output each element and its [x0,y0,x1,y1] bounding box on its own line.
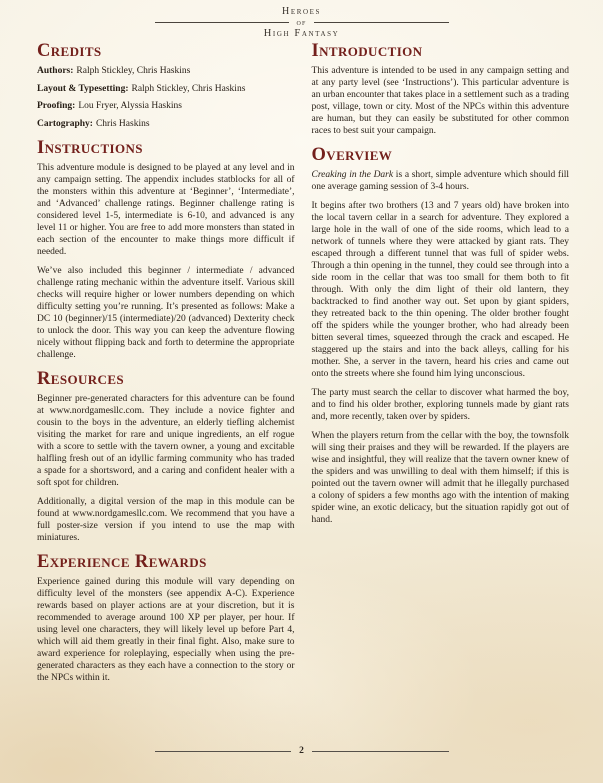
credit-row-authors [37,65,295,77]
footer-rule-left [155,751,292,752]
header-rule-right [314,22,449,23]
book-title-line1: Heroes [282,6,321,17]
two-column-body [37,42,569,684]
overview-paragraph-1-rest: is a short, simple adventure which should fill one average gaming session of 3-4 hours. [311,170,569,192]
adventure-title-italic: Creaking in the Dark [311,170,394,180]
header-rule-left [155,22,290,23]
overview-paragraph-1 [312,169,570,193]
right-column [312,42,570,684]
book-title-line2: of [296,17,307,27]
resources-paragraph-2: Additionally, a digital version of the map in this module can be found at www.nordgamesllc.com. We recommend that you have a full poster-size version if you intend to use the map with miniatures. [37,496,295,543]
credit-row-cartography [37,118,295,130]
page-footer [0,746,603,756]
credit-value: Chris Haskins [95,118,150,129]
credit-value: Ralph Stickley, Chris Haskins [76,66,191,76]
page-number: 2 [299,746,304,756]
left-column [37,42,295,684]
footer-rule-row [155,746,449,756]
credit-label: Proofing: [37,101,76,111]
credit-row-layout [37,83,295,95]
introduction-paragraph-1: This adventure is intended to be used in any campaign setting and at any party level (see ‘Instructions’). This particular adventure is an urban encounter that takes place in a settlement such as a trading post, village, town or city. Most of the NPCs within this adventure are human, but they can easily be substituted for other common races to best suit your campaign. [311,66,569,136]
credit-label: Layout & Typesetting: [37,83,129,94]
overview-paragraph-2: It begins after two brothers (13 and 7 years old) have broken into the local tavern cellar in a search for adventure. They explored a large hole in the wall of one of the side rooms, which lead to a network of tunnels where they were attacked by giant rats. They escaped through a different tunnel that was full of spider webs. Through a thin opening in the tunnel, they could see through into a side room in the cellar that was too small for them both to fit through. With only the dim light of their old lantern, they backtracked to find another way out. Set upon by giant spiders, they retreated back to the thin opening. The older brother fought off the spiders while the younger brother, who had already been bitten several times, squeezed through the crack and escaped. He staggered up the stairs and into the back alleys, calling for his mother. She, a server in the tavern, heard his cries and came out onto the streets where she found him lying unconscious. [311,201,569,379]
overview-paragraph-3: The party must search the cellar to discover what harmed the boy, and to find his older brother, exploring tunnels made by giant rats and, more recently, taken over by spiders. [311,388,569,422]
instructions-paragraph-1: This adventure module is designed to be played at any level and in any campaign setting. The appendix includes statblocks for all of the monsters within this adventure at ‘Beginner’, ‘Intermediate’, and ‘Advanced’ challenge ratings. Beginner challenge rating is considered level 1-5, intermediate is 6-10, and advanced is any level 11 or higher. You are free to add more monsters than stated in each section of the encounter to make things more difficult if needed. [37,162,295,257]
book-title-mid-row [155,18,449,27]
credit-value: Ralph Stickley, Chris Haskins [131,83,246,94]
instructions-heading: Instructions [37,137,143,158]
instructions-paragraph-2: We’ve also included this beginner / intermediate / advanced challenge rating mechanic within the adventure itself. Various skill checks will require higher or lower numbers depending on which difficulty setting you’re running. It’s presented as follows: Make a DC 10 (beginner)/15 (intermediate)/20 (advanced) Dexterity check to unlock the door. This way you can keep the adventure flowing nicely without flipping back and forth to determine the appropriate challenge. [37,265,295,360]
experience-rewards-paragraph-1: Experience gained during this module will vary depending on difficulty level of the monsters (see appendix A-C). Experience rewards based on player actions are at your discretion, but it is recommended to average around 100 XP per player, per hour. If using level one characters, they will likely level up before Part 4, which will aid them greatly in their final fight. Also, make sure to award experience for roleplaying, especially when using the pre-generated characters as they each have a connection to the story or the NPCs within it. [37,576,295,683]
overview-paragraph-4: When the players return from the cellar with the boy, the townsfolk will sing their praises and they will be rewarded. If the players are wise and insightful, they will realize that the tavern owner knew of the spiders and was unwilling to deal with them himself; if this is pointed out the tavern owner will admit that he illegally purchased a colony of spiders a few months ago with the intention of making spider wine, an exotic delicacy, but the situation rapidly got out of hand. [311,431,569,525]
book-title-header [0,7,603,39]
footer-rule-right [312,751,449,752]
resources-heading: Resources [37,368,125,389]
credit-row-proofing [37,100,295,112]
credit-label: Cartography: [37,118,93,129]
introduction-heading: Introduction [311,41,423,61]
credits-heading: Credits [37,41,102,61]
resources-paragraph-1: Beginner pre-generated characters for this adventure can be found at www.nordgamesllc.com. They include a novice fighter and cousin to the boys in the adventure, an elderly tiefling alchemist visiting the market for rare and unique ingredients, an elf rogue with a score to settle with the tavern owner, a young and excitable halfling fresh out of an idyllic farming community who has traded a spade for a shortsword, and a caring and confident healer with a soft spot for children. [37,393,295,488]
credit-value: Lou Fryer, Alyssia Haskins [78,101,182,111]
overview-heading: Overview [311,145,393,165]
experience-rewards-heading: Experience Rewards [37,551,207,572]
book-title-line3: High Fantasy [263,28,340,39]
credit-label: Authors: [37,66,74,76]
